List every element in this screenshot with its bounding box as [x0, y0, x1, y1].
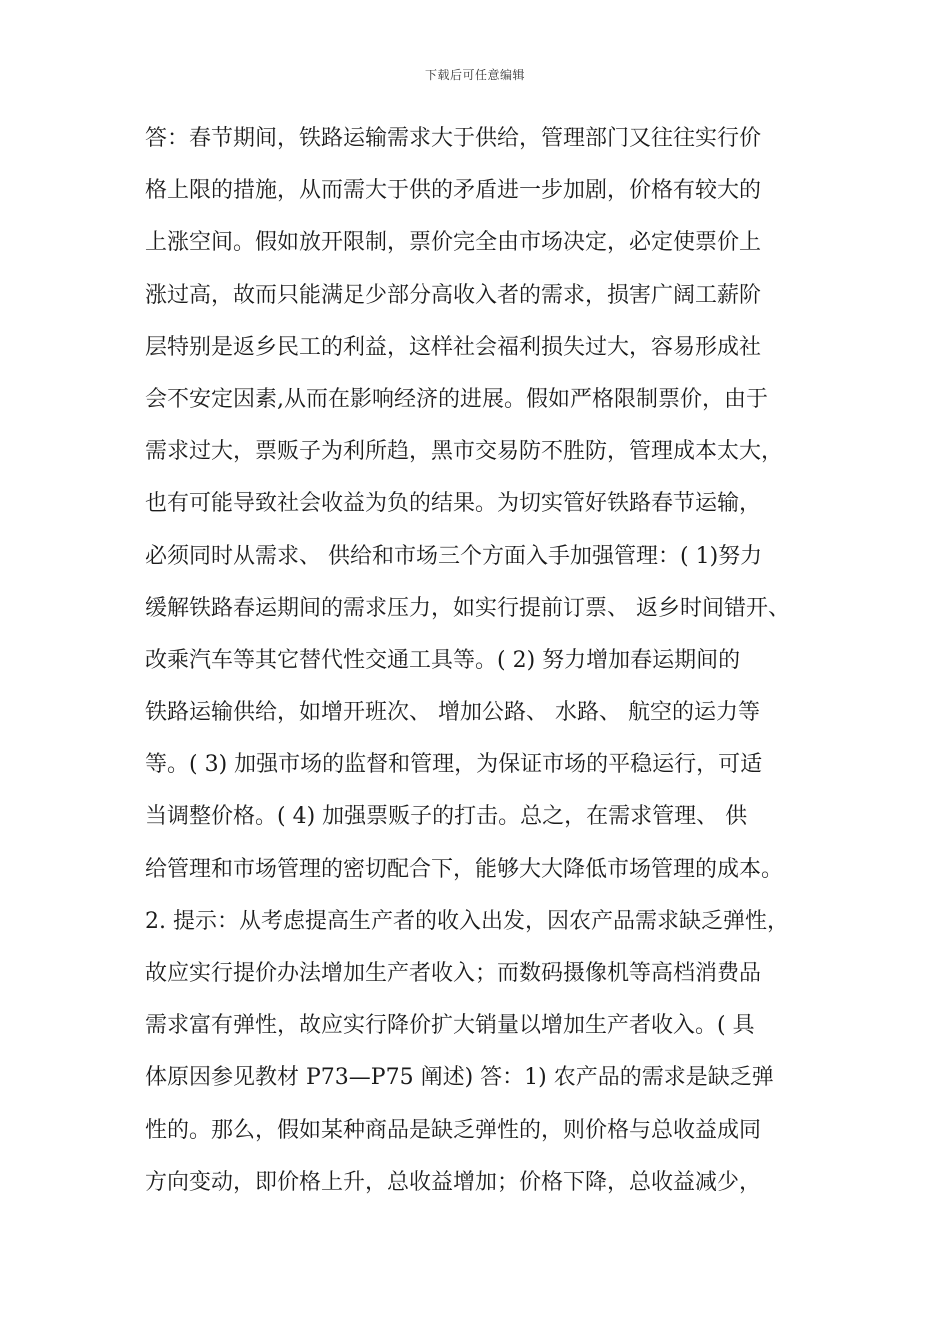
text-line: 当调整价格。( 4) 加强票贩子的打击。总之，在需求管理、 供 — [145, 804, 748, 830]
text-line: 性的。那么，假如某种商品是缺乏弹性的，则价格与总收益成同 — [145, 1117, 762, 1143]
text-line: 2. 提示：从考虑提高生产者的收入出发，因农产品需求缺乏弹性， — [145, 908, 789, 934]
text-line: 方向变动，即价格上升，总收益增加；价格下降，总收益减少， — [145, 1169, 762, 1195]
text-line: 改乘汽车等其它替代性交通工具等。( 2) 努力增加春运期间的 — [145, 647, 741, 673]
text-line: 上涨空间。假如放开限制，票价完全由市场决定，必定使票价上 — [145, 230, 762, 256]
text-line: 给管理和市场管理的密切配合下，能够大大降低市场管理的成本。 — [145, 856, 784, 882]
text-line: 缓解铁路春运期间的需求压力，如实行提前订票、 返乡时间错开、 — [145, 595, 790, 621]
text-line: 需求富有弹性，故应实行降价扩大销量以增加生产者收入。( 具 — [145, 1013, 755, 1039]
text-line: 需求过大，票贩子为利所趋，黑市交易防不胜防，管理成本太大， — [145, 439, 784, 465]
text-line: 层特别是返乡民工的利益，这样社会福利损失过大，容易形成社 — [145, 334, 762, 360]
text-line: 必须同时从需求、 供给和市场三个方面入手加强管理：( 1)努力 — [145, 543, 763, 569]
text-line: 故应实行提价办法增加生产者收入；而数码摄像机等高档消费品 — [145, 961, 762, 986]
text-line: 也有可能导致社会收益为负的结果。为切实管好铁路春节运输， — [145, 491, 762, 517]
text-line: 铁路运输供给，如增开班次、 增加公路、 水路、 航空的运力等 — [145, 700, 760, 726]
text-line: 答：春节期间，铁路运输需求大于供给，管理部门又往往实行价 — [145, 126, 762, 151]
text-line: 体原因参见教材 P73—P75 阐述) 答：1) 农产品的需求是缺乏弹 — [145, 1065, 774, 1091]
text-line: 格上限的措施，从而需大于供的矛盾进一步加剧，价格有较大的 — [145, 178, 762, 204]
text-line: 会不安定因素,从而在影响经济的进展。假如严格限制票价，由于 — [145, 386, 768, 412]
document-body — [145, 117, 825, 1213]
text-line: 等。( 3) 加强市场的监督和管理，为保证市场的平稳运行，可适 — [145, 752, 763, 778]
page-header: 下载后可任意编辑 — [424, 68, 525, 82]
text-line: 涨过高，故而只能满足少部分高收入者的需求，损害广阔工薪阶 — [145, 282, 762, 308]
